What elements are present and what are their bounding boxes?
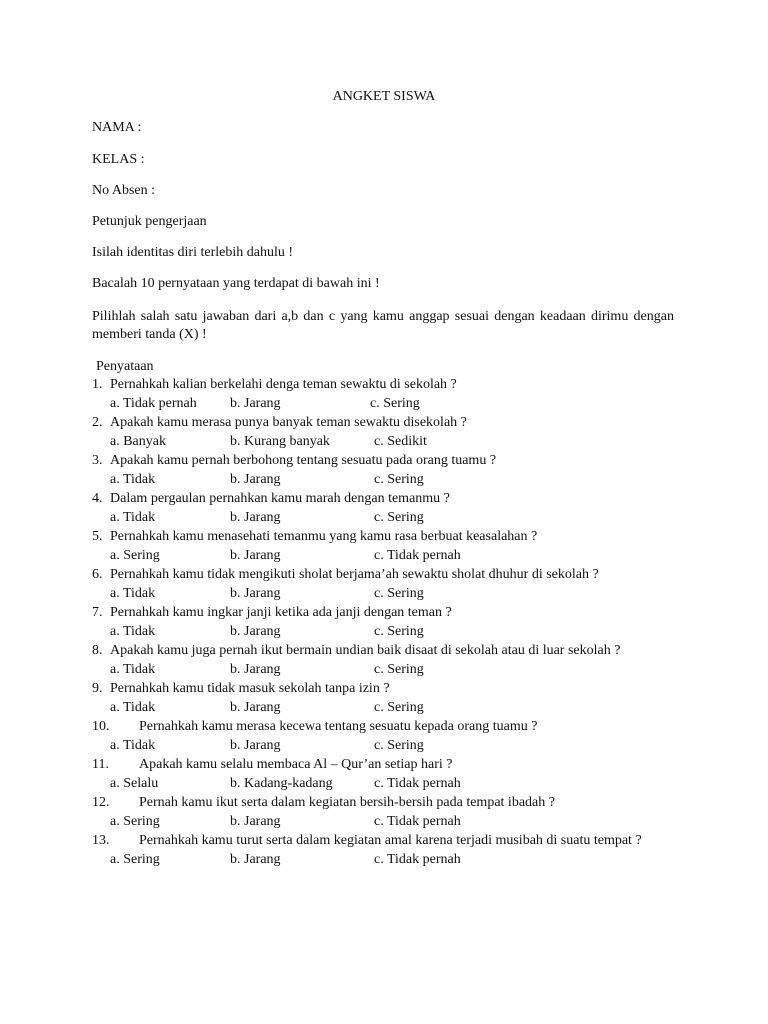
question-number: 6. (92, 567, 103, 582)
question-item (0, 490, 768, 528)
answer-options (0, 584, 768, 604)
answer-options (0, 812, 768, 832)
option-a[interactable]: a. Tidak (110, 738, 156, 753)
question-text: Dalam pergaulan pernahkan kamu marah dengan temanmu ? (110, 491, 450, 506)
option-b[interactable]: b. Kadang-kadang (230, 776, 333, 791)
question-number: 13. (92, 833, 110, 848)
option-b[interactable]: b. Jarang (230, 852, 281, 867)
question-text: Apakah kamu merasa punya banyak teman sewaktu disekolah ? (110, 415, 467, 430)
question-text: Pernahkah kamu ingkar janji ketika ada janji dengan teman ? (110, 605, 452, 620)
option-c[interactable]: c. Sering (374, 624, 424, 639)
option-a[interactable]: a. Sering (110, 852, 160, 867)
question-item (0, 794, 768, 832)
question-text: Pernahkah kamu menasehati temanmu yang kamu rasa berbuat keasalahan ? (110, 529, 538, 544)
answer-options (0, 546, 768, 566)
option-b[interactable]: b. Jarang (230, 510, 281, 525)
section-heading: Penyataan (96, 359, 154, 374)
answer-options (0, 660, 768, 680)
field-absen: No Absen : (92, 183, 155, 198)
option-a[interactable]: a. Sering (110, 814, 160, 829)
answer-options (0, 736, 768, 756)
option-a[interactable]: a. Tidak (110, 472, 156, 487)
option-b[interactable]: b. Jarang (230, 700, 281, 715)
question-text: Pernah kamu ikut serta dalam kegiatan bersih-bersih pada tempat ibadah ? (139, 795, 555, 810)
option-b[interactable]: b. Kurang banyak (230, 434, 330, 449)
question-number: 4. (92, 491, 103, 506)
question-text: Pernahkah kamu turut serta dalam kegiatan amal karena terjadi musibah di suatu tempat ? (139, 833, 642, 848)
answer-options (0, 774, 768, 794)
question-number: 11. (92, 757, 109, 772)
option-a[interactable]: a. Selalu (110, 776, 159, 791)
answer-options (0, 394, 768, 414)
option-c[interactable]: c. Tidak pernah (374, 852, 461, 867)
option-c[interactable]: c. Sering (370, 396, 420, 411)
question-number: 7. (92, 605, 103, 620)
question-text: Apakah kamu pernah berbohong tentang sesuatu pada orang tuamu ? (110, 453, 497, 468)
answer-options (0, 850, 768, 870)
question-number: 1. (92, 377, 103, 392)
answer-options (0, 622, 768, 642)
question-list (0, 376, 768, 870)
question-number: 9. (92, 681, 103, 696)
instruction-1: Isilah identitas diri terlebih dahulu ! (92, 245, 294, 260)
option-c[interactable]: c. Tidak pernah (374, 548, 461, 563)
question-number: 10. (92, 719, 110, 734)
question-item (0, 452, 768, 490)
option-c[interactable]: c. Sering (374, 586, 424, 601)
option-c[interactable]: c. Tidak pernah (374, 776, 461, 791)
option-b[interactable]: b. Jarang (230, 586, 281, 601)
answer-options (0, 508, 768, 528)
option-a[interactable]: a. Tidak (110, 662, 156, 677)
question-number: 2. (92, 415, 103, 430)
question-item (0, 718, 768, 756)
question-item (0, 376, 768, 414)
option-c[interactable]: c. Sedikit (374, 434, 427, 449)
question-item (0, 680, 768, 718)
question-item (0, 832, 768, 870)
option-b[interactable]: b. Jarang (230, 548, 281, 563)
option-c[interactable]: c. Sering (374, 738, 424, 753)
page-title: ANGKET SISWA (332, 89, 436, 104)
option-b[interactable]: b. Jarang (230, 662, 281, 677)
option-c[interactable]: c. Sering (374, 662, 424, 677)
option-b[interactable]: b. Jarang (230, 814, 281, 829)
option-b[interactable]: b. Jarang (230, 738, 281, 753)
option-a[interactable]: a. Tidak (110, 624, 156, 639)
question-number: 12. (92, 795, 110, 810)
question-item (0, 566, 768, 604)
option-a[interactable]: a. Tidak (110, 510, 156, 525)
option-b[interactable]: b. Jarang (230, 624, 281, 639)
option-c[interactable]: c. Sering (374, 472, 424, 487)
field-nama: NAMA : (92, 120, 142, 135)
question-text: Apakah kamu selalu membaca Al – Qur’an setiap hari ? (139, 757, 453, 772)
instruction-2: Bacalah 10 pernyataan yang terdapat di bawah ini ! (92, 276, 380, 291)
question-item (0, 756, 768, 794)
option-b[interactable]: b. Jarang (230, 396, 281, 411)
option-a[interactable]: a. Tidak pernah (110, 396, 197, 411)
question-item (0, 642, 768, 680)
instructions-heading: Petunjuk pengerjaan (92, 214, 207, 229)
question-text: Pernahkah kalian berkelahi denga teman sewaktu di sekolah ? (110, 377, 457, 392)
option-a[interactable]: a. Banyak (110, 434, 166, 449)
question-text: Apakah kamu juga pernah ikut bermain undian baik disaat di sekolah atau di luar sekolah ? (110, 643, 621, 658)
question-text: Pernahkah kamu merasa kecewa tentang sesuatu kepada orang tuamu ? (139, 719, 538, 734)
question-number: 5. (92, 529, 103, 544)
field-kelas: KELAS : (92, 152, 145, 167)
question-text: Pernahkah kamu tidak masuk sekolah tanpa izin ? (110, 681, 390, 696)
option-a[interactable]: a. Tidak (110, 700, 156, 715)
option-c[interactable]: c. Sering (374, 700, 424, 715)
question-item (0, 604, 768, 642)
option-a[interactable]: a. Tidak (110, 586, 156, 601)
option-b[interactable]: b. Jarang (230, 472, 281, 487)
answer-options (0, 470, 768, 490)
answer-options (0, 698, 768, 718)
question-item (0, 528, 768, 566)
option-a[interactable]: a. Sering (110, 548, 160, 563)
option-c[interactable]: c. Sering (374, 510, 424, 525)
option-c[interactable]: c. Tidak pernah (374, 814, 461, 829)
question-number: 8. (92, 643, 103, 658)
instruction-3: Pilihlah salah satu jawaban dari a,b dan c yang kamu anggap sesuai dengan keadaan dirimu dengan memberi tanda (X) ! (92, 309, 674, 342)
question-item (0, 414, 768, 452)
question-text: Pernahkah kamu tidak mengikuti sholat berjama’ah sewaktu sholat dhuhur di sekolah ? (110, 567, 599, 582)
answer-options (0, 432, 768, 452)
question-number: 3. (92, 453, 103, 468)
